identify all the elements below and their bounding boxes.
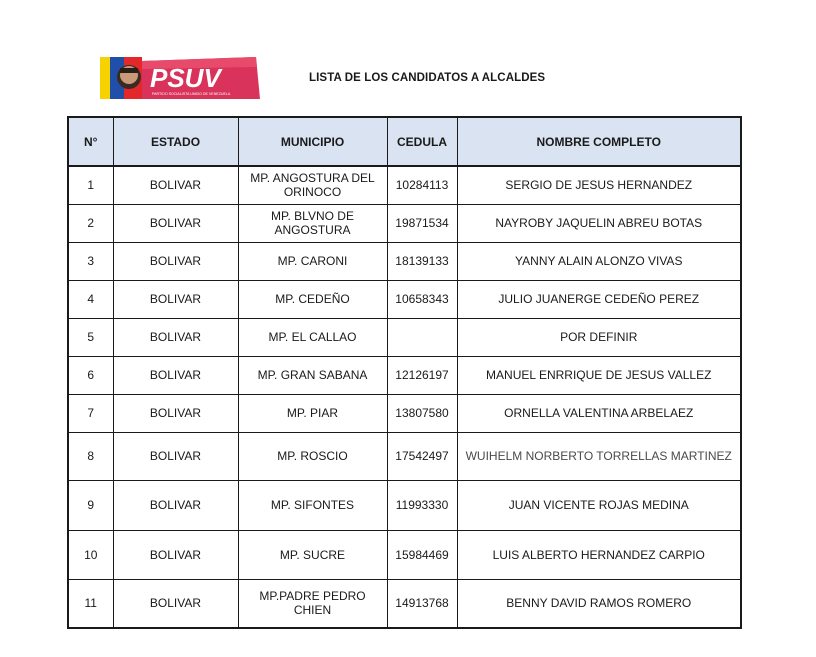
psuv-logo xyxy=(100,57,260,99)
table-row xyxy=(68,166,741,204)
table-header-row xyxy=(68,117,741,166)
cell-municipio xyxy=(238,280,387,318)
cell-cedula: 12126197 xyxy=(387,356,457,394)
header-estado: ESTADO xyxy=(113,117,238,166)
psuv-logo-tagline: PARTIDO SOCIALISTA UNIDO DE VENEZUELA xyxy=(152,92,231,96)
municipio-line: MP. GRAN SABANA xyxy=(257,368,368,382)
cell-municipio xyxy=(238,579,387,628)
cell-municipio xyxy=(238,166,387,204)
document-title: LISTA DE LOS CANDIDATOS A ALCALDES xyxy=(309,72,546,84)
cell-numero: 2 xyxy=(68,204,113,242)
cell-municipio xyxy=(238,432,387,480)
cell-nombre: SERGIO DE JESUS HERNANDEZ xyxy=(457,166,741,204)
cell-numero: 10 xyxy=(68,530,113,579)
cell-nombre: ORNELLA VALENTINA ARBELAEZ xyxy=(457,394,741,432)
cell-municipio xyxy=(238,356,387,394)
table-row xyxy=(68,280,741,318)
municipio-line: MP. BLVNO DE xyxy=(271,209,354,223)
cell-numero: 11 xyxy=(68,579,113,628)
cell-numero: 8 xyxy=(68,432,113,480)
cell-numero: 9 xyxy=(68,480,113,530)
municipio-line: MP. EL CALLAO xyxy=(268,330,357,344)
candidates-table xyxy=(67,116,742,629)
table-row xyxy=(68,394,741,432)
cell-municipio xyxy=(238,204,387,242)
table-body xyxy=(68,166,741,628)
cell-cedula: 15984469 xyxy=(387,530,457,579)
table-row xyxy=(68,432,741,480)
cell-municipio xyxy=(238,394,387,432)
table-row xyxy=(68,242,741,280)
municipio-line: MP. SIFONTES xyxy=(270,498,355,512)
cell-municipio xyxy=(238,318,387,356)
header-municipio: MUNICIPIO xyxy=(238,117,387,166)
table-row xyxy=(68,579,741,628)
cell-nombre: LUIS ALBERTO HERNANDEZ CARPIO xyxy=(457,530,741,579)
cell-nombre: NAYROBY JAQUELIN ABREU BOTAS xyxy=(457,204,741,242)
municipio-line: ORINOCO xyxy=(283,185,342,200)
cell-nombre: MANUEL ENRRIQUE DE JESUS VALLEZ xyxy=(457,356,741,394)
cell-cedula: 11993330 xyxy=(387,480,457,530)
table-row xyxy=(68,204,741,242)
cell-numero: 5 xyxy=(68,318,113,356)
table-row xyxy=(68,530,741,579)
cell-municipio xyxy=(238,242,387,280)
municipio-line: ANGOSTURA xyxy=(274,223,351,237)
cell-estado: BOLIVAR xyxy=(113,242,238,280)
cell-nombre: POR DEFINIR xyxy=(457,318,741,356)
cell-estado: BOLIVAR xyxy=(113,166,238,204)
cell-estado: BOLIVAR xyxy=(113,432,238,480)
municipio-line: MP. ROSCIO xyxy=(277,449,348,463)
header-numero: N° xyxy=(68,117,113,166)
cell-cedula: 17542497 xyxy=(387,432,457,480)
municipio-line: MP. SUCRE xyxy=(279,547,346,562)
cell-nombre: JULIO JUANERGE CEDEÑO PEREZ xyxy=(457,280,741,318)
municipio-line: MP.PADRE PEDRO xyxy=(259,589,366,604)
cell-cedula: 10284113 xyxy=(387,166,457,204)
cell-estado: BOLIVAR xyxy=(113,318,238,356)
municipio-line: MP. ANGOSTURA DEL xyxy=(250,171,375,186)
cell-numero: 3 xyxy=(68,242,113,280)
cell-estado: BOLIVAR xyxy=(113,356,238,394)
header-cedula: CEDULA xyxy=(387,117,457,166)
cell-municipio xyxy=(238,480,387,530)
cell-estado: BOLIVAR xyxy=(113,530,238,579)
psuv-logo-graphic xyxy=(100,57,260,99)
table-row xyxy=(68,356,741,394)
cell-nombre: BENNY DAVID RAMOS ROMERO xyxy=(457,579,741,628)
cell-estado: BOLIVAR xyxy=(113,394,238,432)
cell-cedula xyxy=(387,318,457,356)
cell-nombre: YANNY ALAIN ALONZO VIVAS xyxy=(457,242,741,280)
municipio-line: CHIEN xyxy=(293,603,332,618)
cell-cedula: 13807580 xyxy=(387,394,457,432)
cell-nombre: WUIHELM NORBERTO TORRELLAS MARTINEZ xyxy=(457,432,741,480)
psuv-logo-text: PSUV xyxy=(150,63,221,93)
table-row xyxy=(68,480,741,530)
cell-municipio xyxy=(238,530,387,579)
cell-nombre: JUAN VICENTE ROJAS MEDINA xyxy=(457,480,741,530)
cell-numero: 1 xyxy=(68,166,113,204)
cell-estado: BOLIVAR xyxy=(113,280,238,318)
header-nombre: NOMBRE COMPLETO xyxy=(457,117,741,166)
cell-cedula: 18139133 xyxy=(387,242,457,280)
cell-cedula: 14913768 xyxy=(387,579,457,628)
cell-numero: 6 xyxy=(68,356,113,394)
municipio-line: MP. CARONI xyxy=(277,254,348,268)
cell-estado: BOLIVAR xyxy=(113,480,238,530)
cell-numero: 7 xyxy=(68,394,113,432)
cell-estado: BOLIVAR xyxy=(113,579,238,628)
cell-cedula: 10658343 xyxy=(387,280,457,318)
cell-numero: 4 xyxy=(68,280,113,318)
cell-estado: BOLIVAR xyxy=(113,204,238,242)
cell-cedula: 19871534 xyxy=(387,204,457,242)
table-row xyxy=(68,318,741,356)
municipio-line: MP. PIAR xyxy=(286,406,339,420)
municipio-line: MP. CEDEÑO xyxy=(275,292,350,306)
